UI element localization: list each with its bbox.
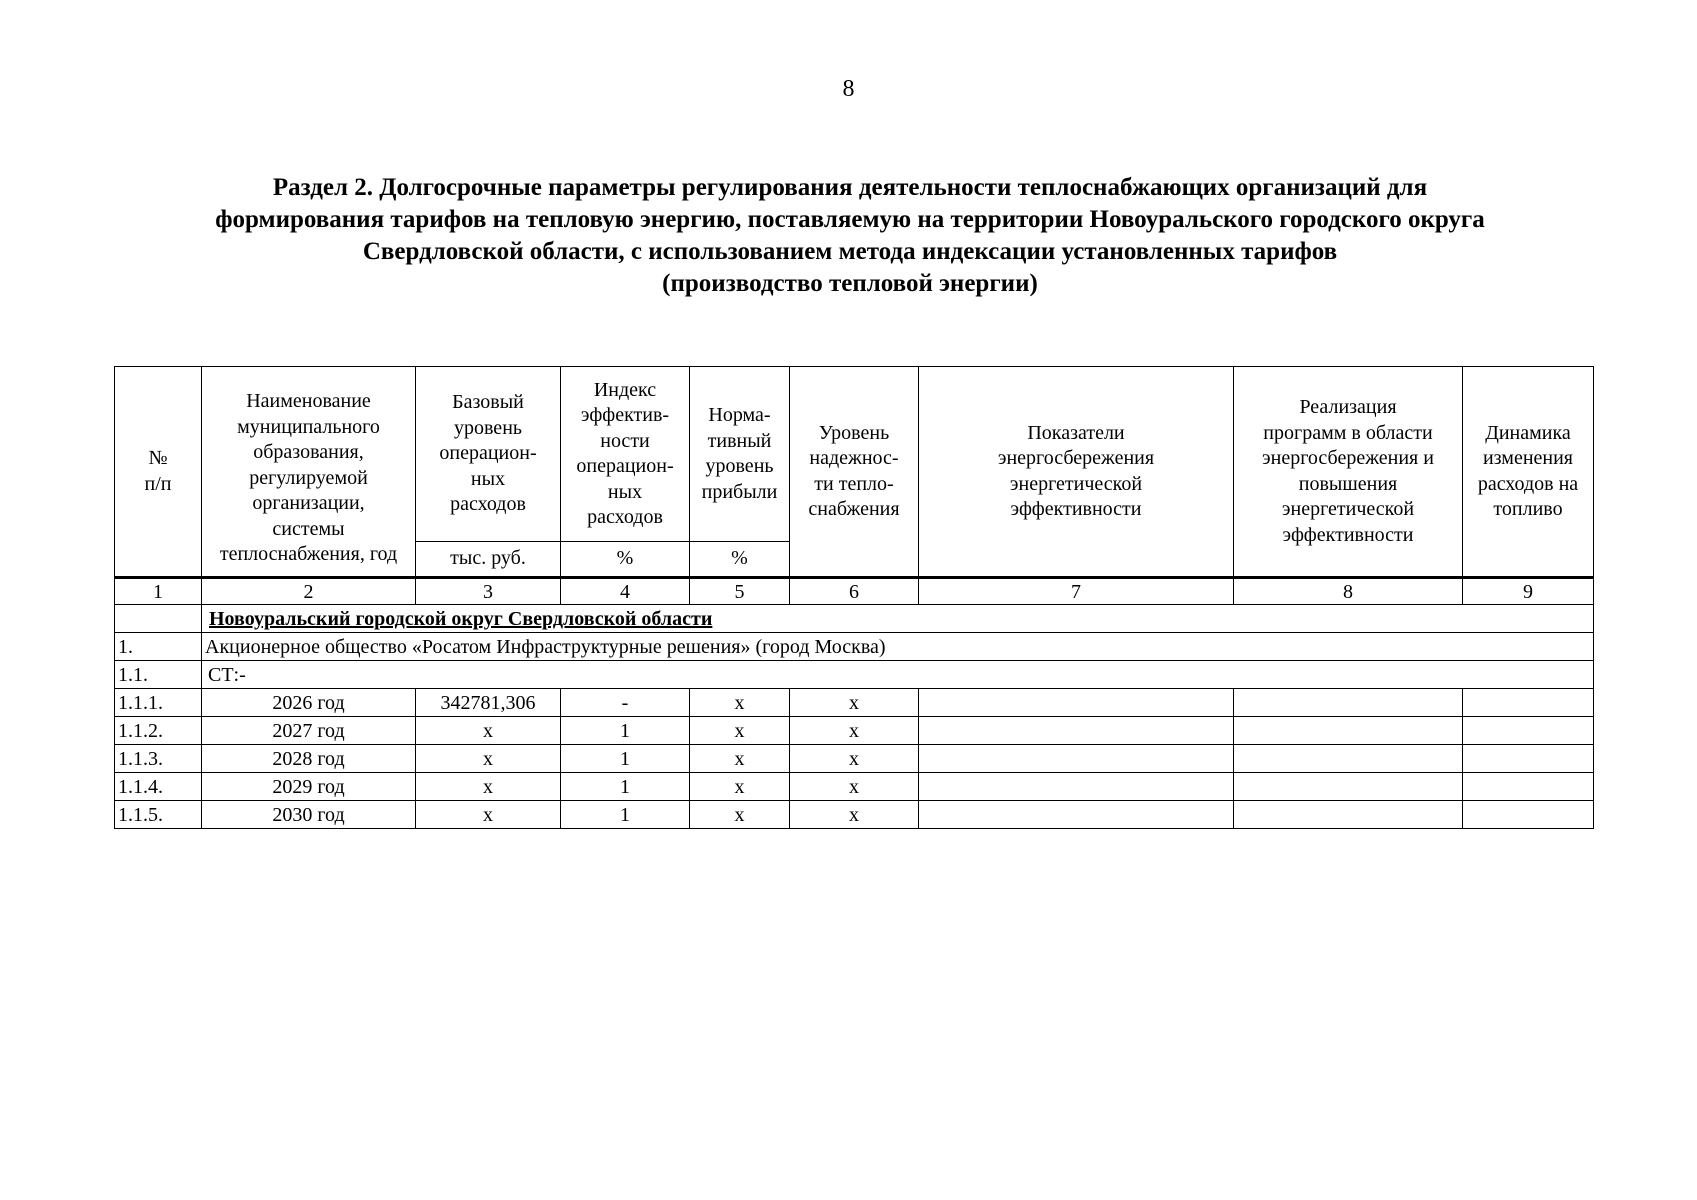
table-row (115, 745, 1594, 773)
table-row (115, 801, 1594, 829)
program-cell (1234, 689, 1463, 717)
row-number: 1.1.3. (115, 745, 202, 773)
row-number: 1.1. (115, 661, 202, 689)
row-number: 1.1.1. (115, 689, 202, 717)
year-cell: 2027 год (202, 717, 416, 745)
year-cell: 2026 год (202, 689, 416, 717)
header-col-1: № п/п (115, 367, 202, 578)
header-col-4: Индекс эффектив- ности операцион- ных расходов (561, 367, 690, 542)
header-col-9: Динамика изменения расходов на топливо (1463, 367, 1594, 578)
year-cell: 2030 год (202, 801, 416, 829)
header-row (115, 367, 1594, 542)
energy-saving-cell (919, 689, 1234, 717)
system-name: СТ:- (202, 661, 1594, 689)
title-line: Свердловской области, с использованием метода индексации установленных тарифов (362, 238, 1338, 265)
efficiency-index-cell: - (561, 689, 690, 717)
program-cell (1234, 801, 1463, 829)
program-cell (1234, 745, 1463, 773)
title-line: Раздел 2. Долгосрочные параметры регулирования деятельности теплоснабжающих организаций для (272, 174, 1428, 201)
year-cell: 2029 год (202, 773, 416, 801)
profit-level-cell: х (690, 801, 790, 829)
year-cell: 2028 год (202, 745, 416, 773)
fuel-dynamics-cell (1463, 773, 1594, 801)
header-col-3: Базовый уровень операцион- ных расходов (416, 367, 561, 542)
reliability-cell: х (790, 773, 919, 801)
column-number: 4 (561, 578, 690, 605)
column-number: 7 (919, 578, 1234, 605)
table-row (115, 717, 1594, 745)
section-title-cell (202, 605, 1594, 633)
efficiency-index-cell: 1 (561, 745, 690, 773)
base-expenses-cell: х (416, 717, 561, 745)
fuel-dynamics-cell (1463, 745, 1594, 773)
section-title: Новоуральский городской округ Свердловской области (209, 607, 713, 630)
title-line: (производство тепловой энергии) (662, 270, 1038, 297)
reliability-cell: х (790, 689, 919, 717)
reliability-cell: х (790, 717, 919, 745)
profit-level-cell: х (690, 689, 790, 717)
profit-level-cell: х (690, 717, 790, 745)
profit-level-cell: х (690, 773, 790, 801)
column-number: 2 (202, 578, 416, 605)
efficiency-index-cell: 1 (561, 773, 690, 801)
header-col-2: Наименование муниципального образования, регулируемой организации, системы теплоснабжения, год (202, 367, 416, 578)
column-number: 8 (1234, 578, 1463, 605)
section-num-cell (115, 605, 202, 633)
base-expenses-cell: 342781,306 (416, 689, 561, 717)
document-title (90, 172, 1610, 300)
header-col-6: Уровень надежнос- ти тепло- снабжения (790, 367, 919, 578)
row-number: 1. (115, 633, 202, 661)
header-col-8: Реализация программ в области энергосбережения и повышения энергетической эффективности (1234, 367, 1463, 578)
column-number: 1 (115, 578, 202, 605)
column-number: 5 (690, 578, 790, 605)
column-numbers-row (115, 578, 1594, 605)
program-cell (1234, 717, 1463, 745)
efficiency-index-cell: 1 (561, 717, 690, 745)
section-row (115, 605, 1594, 633)
title-line: формирования тарифов на тепловую энергию, поставляемую на территории Новоуральского городского округа (215, 206, 1485, 233)
energy-saving-cell (919, 717, 1234, 745)
organization-row (115, 633, 1594, 661)
energy-saving-cell (919, 745, 1234, 773)
unit-col-5: % (690, 542, 790, 578)
reliability-cell: х (790, 801, 919, 829)
table-row (115, 773, 1594, 801)
reliability-cell: х (790, 745, 919, 773)
fuel-dynamics-cell (1463, 717, 1594, 745)
column-number: 6 (790, 578, 919, 605)
base-expenses-cell: х (416, 745, 561, 773)
header-col-5: Норма- тивный уровень прибыли (690, 367, 790, 542)
table-row (115, 689, 1594, 717)
page-number: 8 (842, 76, 855, 102)
base-expenses-cell: х (416, 773, 561, 801)
unit-col-4: % (561, 542, 690, 578)
row-number: 1.1.2. (115, 717, 202, 745)
tariff-parameters-table (114, 366, 1594, 829)
profit-level-cell: х (690, 745, 790, 773)
header-col-7: Показатели энергосбережения энергетической эффективности (919, 367, 1234, 578)
row-number: 1.1.4. (115, 773, 202, 801)
fuel-dynamics-cell (1463, 801, 1594, 829)
base-expenses-cell: х (416, 801, 561, 829)
organization-name: Акционерное общество «Росатом Инфраструктурные решения» (город Москва) (202, 633, 1594, 661)
energy-saving-cell (919, 773, 1234, 801)
column-number: 9 (1463, 578, 1594, 605)
column-number: 3 (416, 578, 561, 605)
energy-saving-cell (919, 801, 1234, 829)
system-row (115, 661, 1594, 689)
unit-col-3: тыс. руб. (416, 542, 561, 578)
program-cell (1234, 773, 1463, 801)
fuel-dynamics-cell (1463, 689, 1594, 717)
row-number: 1.1.5. (115, 801, 202, 829)
efficiency-index-cell: 1 (561, 801, 690, 829)
